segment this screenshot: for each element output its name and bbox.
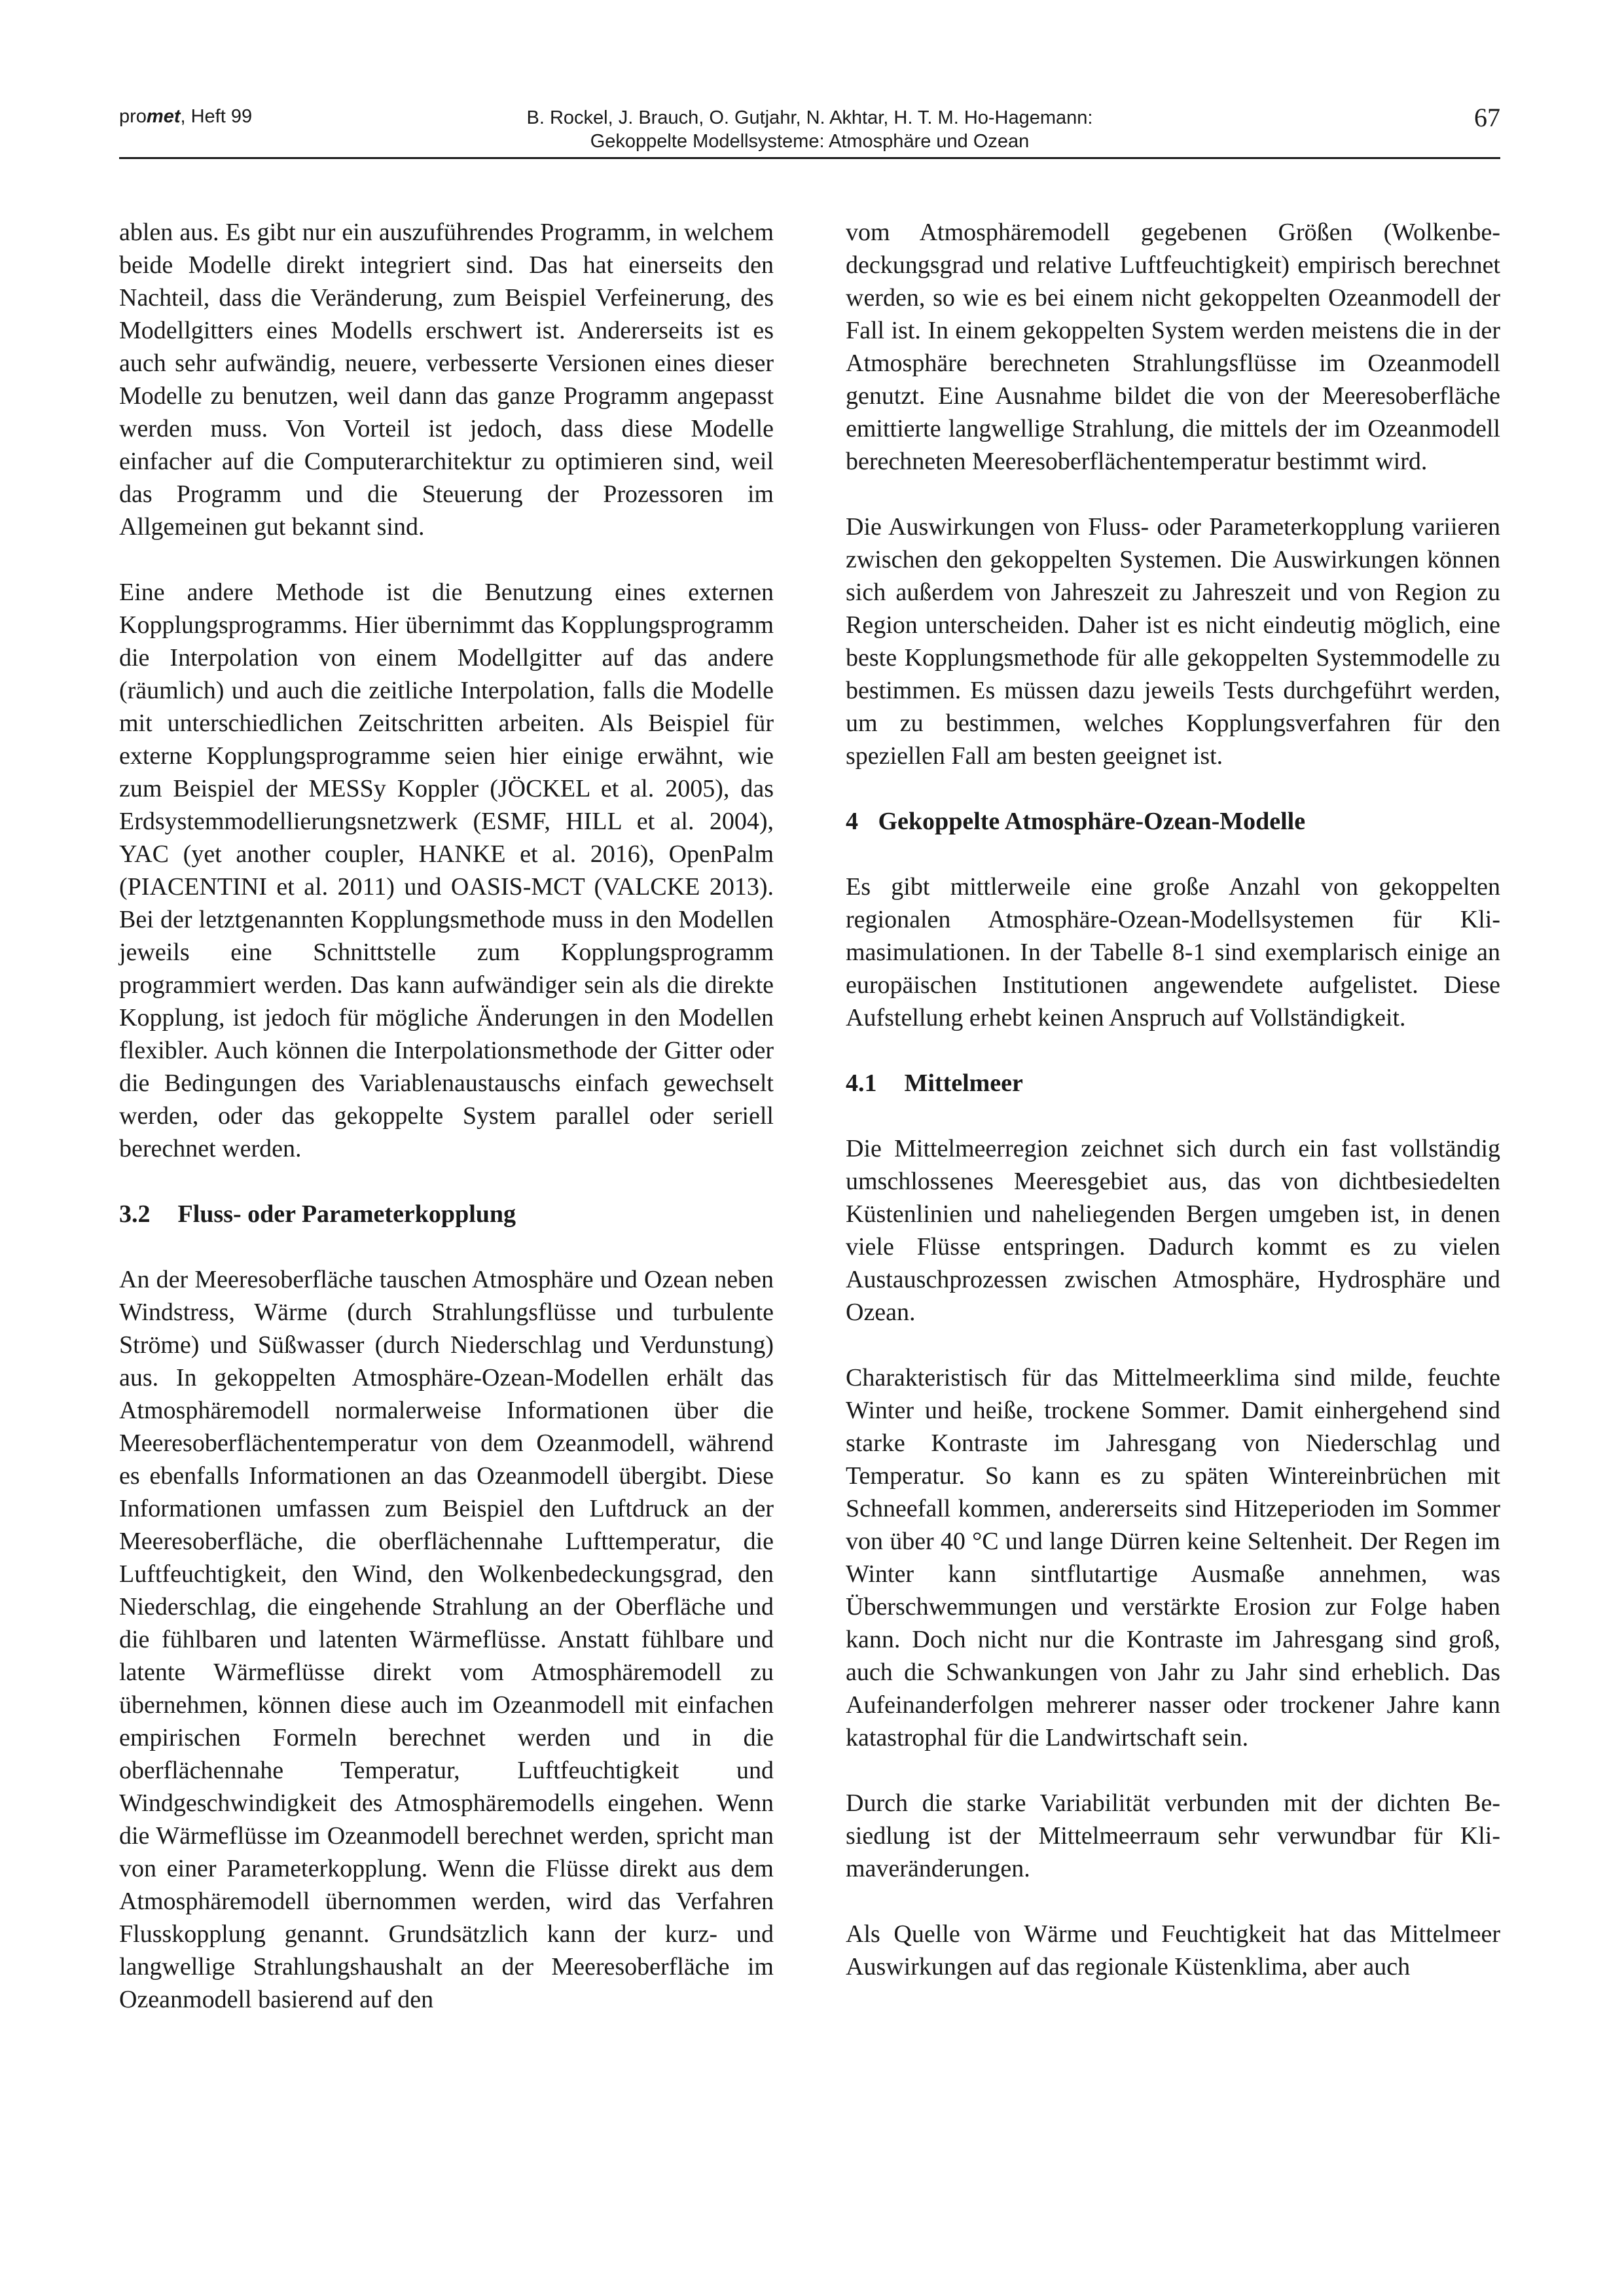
section-title: Mittelmeer — [904, 1069, 1023, 1097]
paragraph: Charakteristisch für das Mittelmeerklima sind milde, feuchte Winter und heiße, trockene Sommer. Damit einhergehend sind starke Kontraste im Jahresgang von Niederschlag und Temperatur. So kann es zu späten Wintereinbrüchen mit Schneefall kommen, andererseits sind Hitzeperioden im Sommer von über 40 °C und lange Dürren keine Seltenheit. Der Regen im Winter kann sintflutartige Ausmaße annehmen, was Überschwemmungen und verstärkte Erosion zur Folge haben kann. Doch nicht nur die Kontraste im Jahresgang sind groß, auch die Schwankungen von Jahr zu Jahr sind erheblich. Das Aufeinanderfolgen mehrerer nasser oder trockener Jahre kann katastrophal für die Landwirtschaft sein. — [846, 1364, 1500, 1751]
section-title: Gekoppelte Atmosphäre-Ozean-Modelle — [878, 808, 1306, 835]
section-heading-4-1 — [846, 1067, 1500, 1100]
paragraph: Die Auswirkungen von Fluss- oder Parameterkopplung variieren zwischen den gekoppelten Systemen. Die Auswirkungen können sich außerdem von Jahreszeit zu Jahreszeit und von Region zu Region unterscheiden. Daher ist es nicht eindeutig möglich, eine beste Kopplungsmethode für alle gekoppelten Systemmodelle zu bestimmen. Es müssen dazu jeweils Tests durchgeführt werden, um zu bestimmen, welches Kopplungsverfahren für den speziellen Fall am besten geeignet ist. — [846, 513, 1500, 770]
paragraph: Die Mittelmeerregion zeichnet sich durch ein fast vollständig umschlossenes Meeresgebiet aus, das von dichtbesiedelten Küstenlinien und naheliegenden Bergen umgeben ist, in denen viele Flüsse entspringen. Dadurch kommt es zu vielen Austauschprozessen zwischen Atmosphäre, Hydrosphäre und Ozean. — [846, 1135, 1500, 1326]
paragraph: Eine andere Methode ist die Benutzung eines externen Kopplungsprogramms. Hier übernimmt das Kopplungsprogramm die Interpolation von einem Modellgitter auf das andere (räumlich) und auch die zeitliche Interpolation, falls die Modelle mit unterschiedlichen Zeitschritten arbeiten. Als Beispiel für externe Kopplungsprogramme seien hier einige erwähnt, wie zum Beispiel der MESSy Koppler (JÖCKEL et al. 2005), das Erdsystemmodellierungsnetzwerk (ESMF, HILL et al. 2004), YAC (yet another coupler, HANKE et al. 2016), OpenPalm (PIACENTINI et al. 2011) und OASIS-MCT (VALCKE 2013). Bei der letztgenannten Kopplungsmethode muss in den Modellen jeweils eine Schnittstelle zum Kopplungsprogramm programmiert werden. Das kann aufwändiger sein als die direkte Kopplung, ist jedoch für mögliche Änderungen in den Modellen flexibler. Auch können die Interpolationsmethode der Gitter oder die Bedingungen des Variablenaustauschs einfach gewechselt werden, oder das gekoppelte System parallel oder seriell berechnet werden. — [119, 579, 774, 1162]
paragraph: ablen aus. Es gibt nur ein auszuführendes Programm, in welchem beide Modelle direkt integriert sind. Das hat einerseits den Nachteil, dass die Veränderung, zum Beispiel Verfeinerung, des Modellgitters eines Modells erschwert ist. Andererseits ist es auch sehr aufwändig, neuere, verbesserte Versionen eines dieser Modelle zu benutzen, weil dann das ganze Programm angepasst werden muss. Von Vorteil ist jedoch, dass diese Modelle einfacher auf die Computerarchitektur zu optimieren sind, weil das Programm und die Steuerung der Prozessoren im Allgemeinen gut bekannt sind. — [119, 219, 774, 541]
journal-brand: met — [146, 106, 181, 127]
running-title-article: Gekoppelte Modellsysteme: Atmosphäre und Ozean — [590, 131, 1030, 152]
journal-prefix: pro — [119, 106, 147, 127]
section-title: Fluss- oder Parameterkopplung — [177, 1200, 516, 1228]
page-header — [119, 102, 1500, 154]
section-heading-3-2 — [119, 1198, 774, 1230]
paragraph: Es gibt mittlerweile eine große Anzahl von gekoppelten regionalen Atmosphäre-Ozean-Modellsystemen für Klimasimulationen. In der Tabelle 8-1 sind exemplarisch einige an europäischen Institutionen angewendete aufgelistet. Diese Aufstellung erhebt keinen Anspruch auf Vollständigkeit. — [846, 873, 1500, 1031]
paragraph: Durch die starke Variabilität verbunden mit der dichten Besiedlung ist der Mittelmeerraum sehr verwundbar für Klimaveränderungen. — [846, 1789, 1500, 1882]
section-heading-4 — [846, 805, 1500, 838]
paragraph: An der Meeresoberfläche tauschen Atmosphäre und Ozean neben Windstress, Wärme (durch Strahlungsflüsse und turbulente Ströme) und Süßwasser (durch Niederschlag und Verdunstung) aus. In gekoppelten Atmosphäre-Ozean-Modellen erhält das Atmosphäremodell normalerweise Informationen über die Meeresoberflächentemperatur von dem Ozeanmodell, während es ebenfalls Informationen an das Ozeanmodell übergibt. Diese Informationen umfassen zum Beispiel den Luftdruck an der Meeresoberfläche, die oberflächennahe Lufttemperatur, die Luftfeuchtigkeit, den Wind, den Wolkenbedeckungsgrad, den Niederschlag, die eingehende Strahlung an der Oberfläche und die fühlbaren und latenten Wärmeflüsse. Anstatt fühlbare und latente Wärmeflüsse direkt vom Atmosphäremodell zu übernehmen, können diese auch im Ozeanmodell mit einfachen empirischen Formeln berechnet werden und in die oberflächennahe Temperatur, Luftfeuchtigkeit und Windgeschwindigkeit des Atmosphäremodells eingehen. Wenn die Wärmeflüsse im Ozeanmodell berechnet werden, spricht man von einer Parameterkopplung. Wenn die Flüsse direkt aus dem Atmosphäremodell übernommen werden, wird das Verfahren Flusskopplung genannt. Grundsätzlich kann der kurz- und langwellige Strahlungshaushalt an der Meeresoberfläche im Ozeanmodell basierend auf den — [119, 1266, 774, 2013]
section-number: 4 — [846, 808, 858, 835]
journal-issue — [119, 106, 252, 128]
running-title-authors: B. Rockel, J. Brauch, O. Gutjahr, N. Akhtar, H. T. M. Ho-Hagemann: — [526, 107, 1093, 128]
journal-issue-number: , Heft 99 — [180, 106, 253, 127]
left-column — [119, 216, 774, 2049]
header-rule — [119, 157, 1500, 159]
running-title — [525, 106, 1094, 153]
page-number: 67 — [1474, 103, 1500, 132]
section-number: 3.2 — [119, 1200, 151, 1228]
paragraph: vom Atmosphäremodell gegebenen Größen (Wolkenbedeckungsgrad und relative Luftfeuchtigkeit) empirisch berechnet werden, so wie es bei einem nicht gekoppelten Ozeanmodell der Fall ist. In einem gekoppelten System werden meistens die in der Atmosphäre berechneten Strahlungsflüsse im Ozeanmodell genutzt. Eine Ausnahme bildet die von der Meeresoberfläche emittierte langwellige Strahlung, die mittels der im Ozeanmodell berechneten Meeresoberflächentemperatur bestimmt wird. — [846, 219, 1500, 475]
paragraph: Als Quelle von Wärme und Feuchtigkeit hat das Mittelmeer Auswirkungen auf das regionale Küstenklima, aber auch — [846, 1920, 1500, 1981]
right-column — [846, 216, 1500, 2016]
section-number: 4.1 — [846, 1069, 877, 1097]
